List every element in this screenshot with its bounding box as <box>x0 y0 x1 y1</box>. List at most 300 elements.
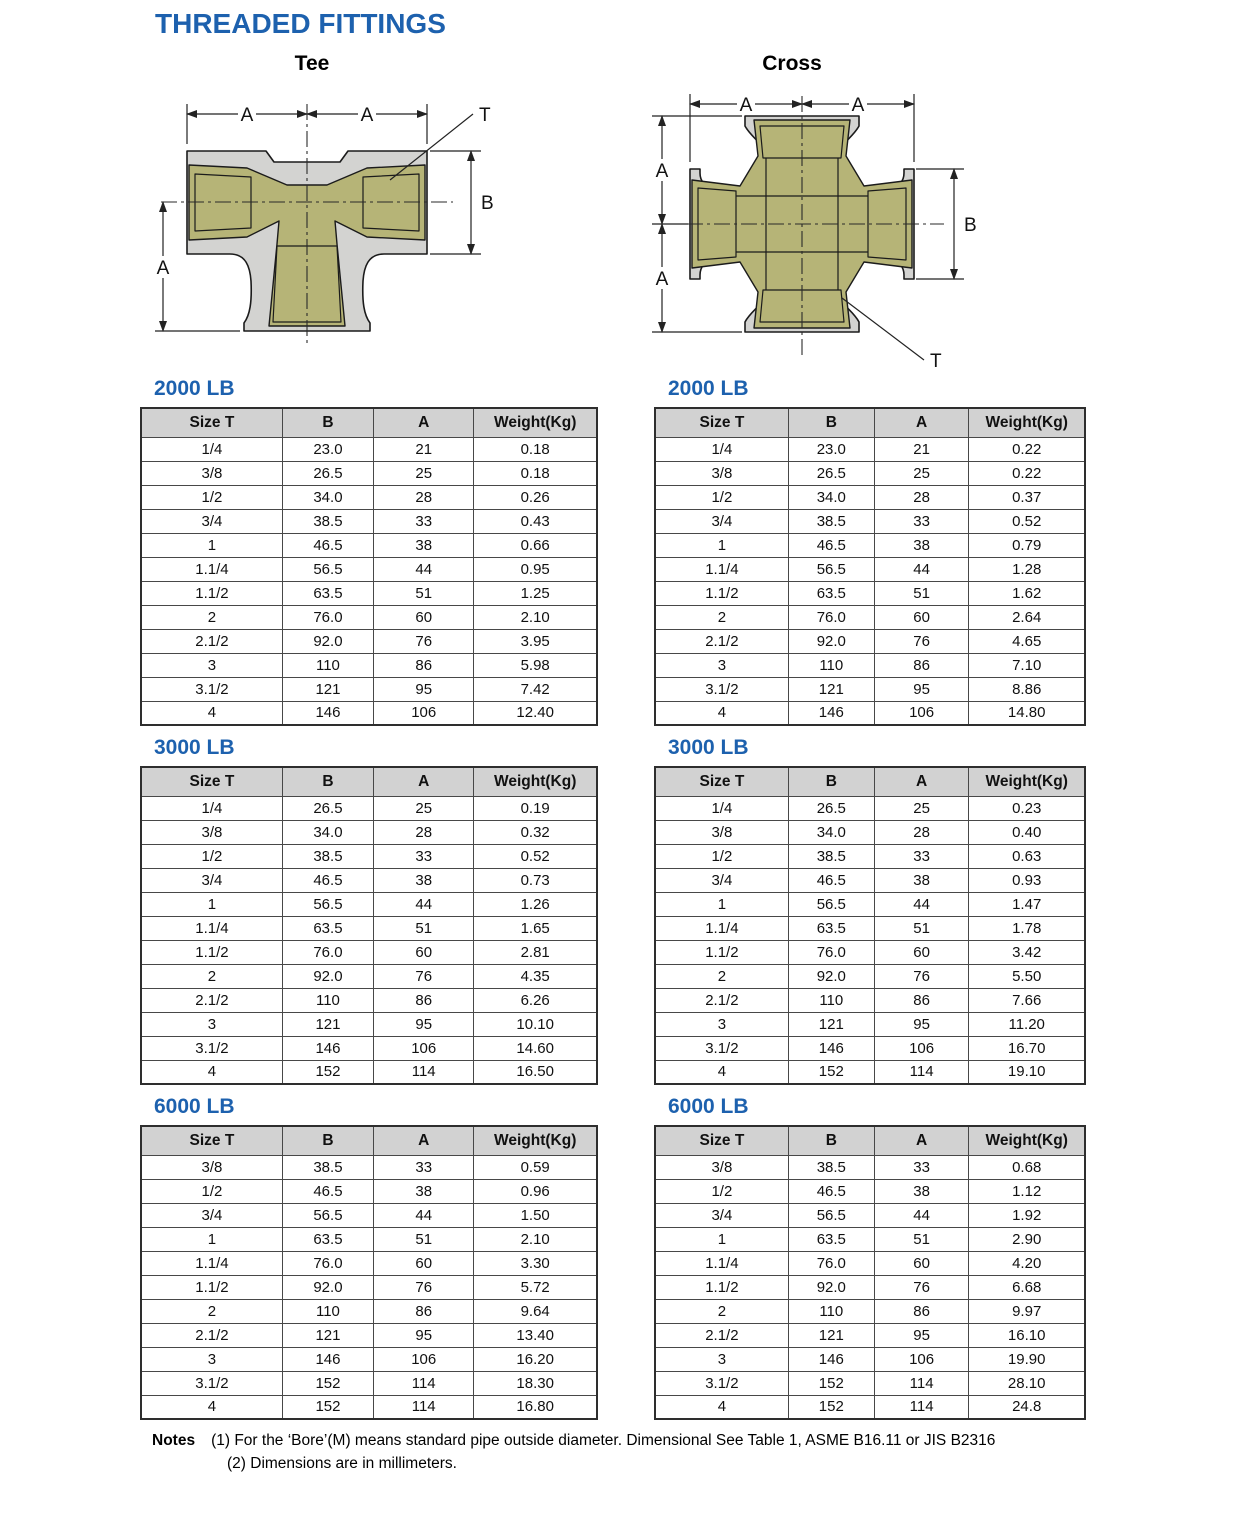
table-cell: 76 <box>874 964 969 988</box>
table-cell: 0.37 <box>969 485 1085 509</box>
table-row <box>655 820 1085 844</box>
tee-dim-b: B <box>481 193 494 214</box>
table-cell: 9.97 <box>969 1299 1085 1323</box>
table-cell: 16.50 <box>474 1060 597 1084</box>
table-cell: 146 <box>282 1347 373 1371</box>
table-cell: 38.5 <box>788 1155 874 1179</box>
table-cell: 1.1/2 <box>655 581 788 605</box>
table-cell: 2 <box>655 1299 788 1323</box>
table-row <box>655 605 1085 629</box>
table-cell: 1 <box>141 892 282 916</box>
table-cell: 38 <box>874 868 969 892</box>
table-cell: 0.63 <box>969 844 1085 868</box>
column-header: A <box>374 767 474 796</box>
table-cell: 2.1/2 <box>655 988 788 1012</box>
table-cell: 60 <box>374 1251 474 1275</box>
table-cell: 23.0 <box>282 437 373 461</box>
table-cell: 3.1/2 <box>141 1036 282 1060</box>
table-cell: 60 <box>374 605 474 629</box>
table-cell: 38 <box>374 868 474 892</box>
table-cell: 1.28 <box>969 557 1085 581</box>
table-row <box>141 1012 597 1036</box>
table-row <box>655 1251 1085 1275</box>
table-cell: 1.50 <box>474 1203 597 1227</box>
table-cell: 106 <box>874 701 969 725</box>
table-cell: 92.0 <box>788 1275 874 1299</box>
cross-6000lb-table <box>654 1125 1086 1420</box>
tee-2000lb-table <box>140 407 598 726</box>
table-cell: 63.5 <box>282 1227 373 1251</box>
table-cell: 1.78 <box>969 916 1085 940</box>
table-row <box>655 557 1085 581</box>
table-cell: 0.68 <box>969 1155 1085 1179</box>
table-cell: 3 <box>141 1012 282 1036</box>
tee-3000lb-table <box>140 766 598 1085</box>
table-row <box>141 1203 597 1227</box>
table-cell: 1 <box>141 533 282 557</box>
table-cell: 51 <box>874 581 969 605</box>
table-cell: 33 <box>874 509 969 533</box>
table-cell: 146 <box>788 701 874 725</box>
table-cell: 34.0 <box>282 485 373 509</box>
table-cell: 92.0 <box>788 629 874 653</box>
table-cell: 38.5 <box>282 509 373 533</box>
table-cell: 1/2 <box>141 485 282 509</box>
table-row <box>141 940 597 964</box>
table-cell: 1.62 <box>969 581 1085 605</box>
section-3000lb <box>140 735 1088 1085</box>
table-cell: 110 <box>282 988 373 1012</box>
page-title: THREADED FITTINGS <box>155 8 446 39</box>
table-cell: 1/4 <box>655 796 788 820</box>
table-cell: 4 <box>655 1395 788 1419</box>
table-cell: 33 <box>374 844 474 868</box>
table-cell: 3/4 <box>141 1203 282 1227</box>
table-cell: 25 <box>874 461 969 485</box>
table-row <box>141 701 597 725</box>
column-header: Size T <box>655 767 788 796</box>
table-header-row <box>655 767 1085 796</box>
table-row <box>141 892 597 916</box>
table-cell: 152 <box>282 1371 373 1395</box>
table-cell: 51 <box>374 916 474 940</box>
table-cell: 0.32 <box>474 820 597 844</box>
table-cell: 76.0 <box>282 1251 373 1275</box>
table-cell: 4 <box>141 701 282 725</box>
table-row <box>141 1371 597 1395</box>
cross-caption: Cross <box>762 52 822 75</box>
table-row <box>141 844 597 868</box>
table-cell: 1 <box>655 1227 788 1251</box>
table-cell: 44 <box>874 892 969 916</box>
table-header-row <box>141 767 597 796</box>
table-cell: 1.65 <box>474 916 597 940</box>
cross-2000lb-table <box>654 407 1086 726</box>
table-row <box>141 1036 597 1060</box>
table-cell: 86 <box>874 653 969 677</box>
table-row <box>141 533 597 557</box>
table-cell: 38 <box>874 1179 969 1203</box>
table-cell: 3/8 <box>141 461 282 485</box>
rating-heading-tee-6000: 6000 LB <box>154 1095 235 1118</box>
table-row <box>655 1155 1085 1179</box>
table-cell: 12.40 <box>474 701 597 725</box>
table-row <box>655 988 1085 1012</box>
table-cell: 0.23 <box>969 796 1085 820</box>
table-cell: 76.0 <box>282 605 373 629</box>
section-6000lb <box>140 1094 1088 1420</box>
table-row <box>141 820 597 844</box>
table-cell: 5.72 <box>474 1275 597 1299</box>
table-cell: 146 <box>788 1347 874 1371</box>
table-cell: 106 <box>374 1036 474 1060</box>
table-cell: 152 <box>788 1060 874 1084</box>
column-header: A <box>874 767 969 796</box>
table-cell: 33 <box>874 1155 969 1179</box>
table-cell: 1.1/4 <box>655 916 788 940</box>
table-cell: 26.5 <box>282 796 373 820</box>
table-cell: 1 <box>141 1227 282 1251</box>
table-cell: 86 <box>874 1299 969 1323</box>
cross-dim-a-left-upper: A <box>655 161 669 182</box>
cross-dim-b: B <box>964 215 977 236</box>
table-cell: 33 <box>874 844 969 868</box>
table-cell: 3.30 <box>474 1251 597 1275</box>
table-cell: 13.40 <box>474 1323 597 1347</box>
table-row <box>141 461 597 485</box>
table-row <box>655 509 1085 533</box>
table-row <box>141 964 597 988</box>
column-header: Size T <box>655 408 788 437</box>
table-cell: 0.19 <box>474 796 597 820</box>
column-header: Size T <box>141 1126 282 1155</box>
column-header: A <box>374 1126 474 1155</box>
table-row <box>141 1060 597 1084</box>
table-cell: 56.5 <box>788 1203 874 1227</box>
table-cell: 38.5 <box>788 844 874 868</box>
table-cell: 3.1/2 <box>141 1371 282 1395</box>
table-cell: 0.52 <box>474 844 597 868</box>
table-cell: 23.0 <box>788 437 874 461</box>
table-row <box>141 1179 597 1203</box>
column-header: B <box>282 767 373 796</box>
table-cell: 56.5 <box>282 1203 373 1227</box>
table-cell: 25 <box>374 796 474 820</box>
table-cell: 3.42 <box>969 940 1085 964</box>
tables-area <box>140 376 1088 1475</box>
table-cell: 19.10 <box>969 1060 1085 1084</box>
table-cell: 1 <box>655 892 788 916</box>
table-cell: 76.0 <box>788 1251 874 1275</box>
table-cell: 95 <box>374 1323 474 1347</box>
table-row <box>141 509 597 533</box>
rating-heading-cross-3000: 3000 LB <box>668 736 749 759</box>
table-cell: 92.0 <box>282 629 373 653</box>
table-header-row <box>141 1126 597 1155</box>
table-cell: 1/2 <box>141 1179 282 1203</box>
table-row <box>141 988 597 1012</box>
table-row <box>655 940 1085 964</box>
table-cell: 21 <box>374 437 474 461</box>
table-cell: 121 <box>788 1012 874 1036</box>
table-row <box>141 677 597 701</box>
table-cell: 3.1/2 <box>141 677 282 701</box>
table-row <box>655 701 1085 725</box>
table-cell: 38 <box>374 533 474 557</box>
table-row <box>655 437 1085 461</box>
cross-dim-a-left-lower: A <box>655 269 669 290</box>
column-header: B <box>282 1126 373 1155</box>
table-row <box>655 1323 1085 1347</box>
table-cell: 0.22 <box>969 461 1085 485</box>
rating-heading-cross-2000: 2000 LB <box>668 377 749 400</box>
table-cell: 1/2 <box>655 844 788 868</box>
table-cell: 92.0 <box>282 964 373 988</box>
table-cell: 76 <box>874 1275 969 1299</box>
table-cell: 146 <box>788 1036 874 1060</box>
table-cell: 3/4 <box>655 1203 788 1227</box>
table-cell: 3/8 <box>141 1155 282 1179</box>
column-header: A <box>374 408 474 437</box>
table-cell: 46.5 <box>282 868 373 892</box>
table-cell: 26.5 <box>282 461 373 485</box>
table-cell: 51 <box>874 1227 969 1251</box>
table-cell: 1.1/2 <box>655 1275 788 1299</box>
table-row <box>655 461 1085 485</box>
table-cell: 28 <box>374 485 474 509</box>
table-cell: 14.80 <box>969 701 1085 725</box>
table-cell: 5.98 <box>474 653 597 677</box>
table-cell: 60 <box>874 605 969 629</box>
table-cell: 1/2 <box>141 844 282 868</box>
table-cell: 44 <box>374 892 474 916</box>
table-cell: 110 <box>788 988 874 1012</box>
table-row <box>655 964 1085 988</box>
column-header: Size T <box>141 767 282 796</box>
table-cell: 1.92 <box>969 1203 1085 1227</box>
table-cell: 0.18 <box>474 461 597 485</box>
table-row <box>655 1060 1085 1084</box>
table-cell: 1 <box>655 533 788 557</box>
table-row <box>141 485 597 509</box>
table-cell: 5.50 <box>969 964 1085 988</box>
table-row <box>141 1155 597 1179</box>
table-cell: 34.0 <box>282 820 373 844</box>
table-cell: 106 <box>874 1036 969 1060</box>
cross-diagram <box>602 74 1002 384</box>
table-cell: 76 <box>874 629 969 653</box>
table-row <box>141 916 597 940</box>
table-row <box>141 1251 597 1275</box>
table-cell: 44 <box>874 1203 969 1227</box>
table-row <box>655 1395 1085 1419</box>
table-row <box>655 1347 1085 1371</box>
tee-thread-callout: T <box>479 105 491 126</box>
cross-thread-callout: T <box>930 351 942 372</box>
table-cell: 38.5 <box>788 509 874 533</box>
column-header: Weight(Kg) <box>969 767 1085 796</box>
table-cell: 63.5 <box>282 916 373 940</box>
table-cell: 76.0 <box>788 940 874 964</box>
table-row <box>655 629 1085 653</box>
table-cell: 95 <box>374 1012 474 1036</box>
table-cell: 1.1/4 <box>141 916 282 940</box>
table-cell: 11.20 <box>969 1012 1085 1036</box>
table-cell: 18.30 <box>474 1371 597 1395</box>
column-header: Weight(Kg) <box>969 1126 1085 1155</box>
rating-heading-cross-6000: 6000 LB <box>668 1095 749 1118</box>
table-cell: 95 <box>874 677 969 701</box>
table-row <box>655 868 1085 892</box>
table-cell: 0.93 <box>969 868 1085 892</box>
table-cell: 0.66 <box>474 533 597 557</box>
cross-dim-a-top-right: A <box>851 95 865 116</box>
table-cell: 0.52 <box>969 509 1085 533</box>
table-cell: 3/4 <box>655 509 788 533</box>
table-cell: 121 <box>788 677 874 701</box>
table-row <box>655 1275 1085 1299</box>
table-cell: 2 <box>141 1299 282 1323</box>
table-row <box>141 1347 597 1371</box>
table-cell: 19.90 <box>969 1347 1085 1371</box>
table-row <box>141 653 597 677</box>
column-header: B <box>788 1126 874 1155</box>
column-header: Size T <box>141 408 282 437</box>
table-cell: 2.1/2 <box>655 629 788 653</box>
table-cell: 86 <box>374 988 474 1012</box>
table-cell: 44 <box>374 1203 474 1227</box>
table-cell: 2.10 <box>474 605 597 629</box>
column-header: A <box>874 1126 969 1155</box>
table-row <box>141 1275 597 1299</box>
column-header: Weight(Kg) <box>474 408 597 437</box>
table-cell: 44 <box>874 557 969 581</box>
table-cell: 25 <box>374 461 474 485</box>
column-header: Weight(Kg) <box>474 767 597 796</box>
table-cell: 110 <box>788 653 874 677</box>
table-cell: 3.1/2 <box>655 1036 788 1060</box>
table-cell: 3.1/2 <box>655 1371 788 1395</box>
table-cell: 2.64 <box>969 605 1085 629</box>
table-cell: 4 <box>141 1395 282 1419</box>
table-cell: 95 <box>874 1323 969 1347</box>
table-cell: 3.95 <box>474 629 597 653</box>
table-cell: 1.1/4 <box>655 1251 788 1275</box>
table-row <box>141 605 597 629</box>
table-cell: 6.26 <box>474 988 597 1012</box>
table-cell: 2.1/2 <box>655 1323 788 1347</box>
table-cell: 33 <box>374 1155 474 1179</box>
table-cell: 46.5 <box>788 533 874 557</box>
tee-dim-a-left: A <box>240 105 254 126</box>
table-header-row <box>655 408 1085 437</box>
table-cell: 16.70 <box>969 1036 1085 1060</box>
table-cell: 56.5 <box>282 892 373 916</box>
table-cell: 0.95 <box>474 557 597 581</box>
tee-dim-a-vertical: A <box>156 258 170 279</box>
table-cell: 28.10 <box>969 1371 1085 1395</box>
table-cell: 51 <box>374 581 474 605</box>
table-cell: 2.10 <box>474 1227 597 1251</box>
table-cell: 7.10 <box>969 653 1085 677</box>
table-cell: 1.26 <box>474 892 597 916</box>
table-cell: 3 <box>141 653 282 677</box>
table-cell: 21 <box>874 437 969 461</box>
table-cell: 1/2 <box>655 485 788 509</box>
table-cell: 63.5 <box>788 916 874 940</box>
note-line-1: (1) For the ‘Bore’(M) means standard pipe outside diameter. Dimensional See Table 1, ASME B16.11 or JIS B2316 <box>211 1432 996 1449</box>
table-cell: 152 <box>788 1371 874 1395</box>
table-row <box>141 1395 597 1419</box>
table-cell: 4.20 <box>969 1251 1085 1275</box>
table-cell: 7.42 <box>474 677 597 701</box>
table-cell: 60 <box>874 1251 969 1275</box>
table-cell: 26.5 <box>788 461 874 485</box>
table-cell: 46.5 <box>282 533 373 557</box>
table-cell: 3 <box>655 1012 788 1036</box>
table-cell: 2 <box>141 964 282 988</box>
table-cell: 1.1/2 <box>141 940 282 964</box>
table-cell: 146 <box>282 701 373 725</box>
table-row <box>655 1227 1085 1251</box>
table-row <box>141 629 597 653</box>
table-cell: 24.8 <box>969 1395 1085 1419</box>
table-cell: 51 <box>374 1227 474 1251</box>
table-row <box>655 1012 1085 1036</box>
table-cell: 3/8 <box>655 820 788 844</box>
table-cell: 1.1/2 <box>141 1275 282 1299</box>
table-cell: 1.12 <box>969 1179 1085 1203</box>
table-cell: 38.5 <box>282 1155 373 1179</box>
table-cell: 114 <box>874 1060 969 1084</box>
table-cell: 0.59 <box>474 1155 597 1179</box>
table-cell: 2 <box>141 605 282 629</box>
table-cell: 4 <box>141 1060 282 1084</box>
column-header: Weight(Kg) <box>969 408 1085 437</box>
table-cell: 0.43 <box>474 509 597 533</box>
table-cell: 33 <box>374 509 474 533</box>
table-cell: 3.1/2 <box>655 677 788 701</box>
table-cell: 56.5 <box>788 557 874 581</box>
table-cell: 8.86 <box>969 677 1085 701</box>
table-cell: 110 <box>282 1299 373 1323</box>
tee-caption: Tee <box>294 52 330 75</box>
table-row <box>655 916 1085 940</box>
table-row <box>655 653 1085 677</box>
table-cell: 38 <box>874 533 969 557</box>
table-cell: 7.66 <box>969 988 1085 1012</box>
table-cell: 92.0 <box>282 1275 373 1299</box>
table-cell: 25 <box>874 796 969 820</box>
rating-heading-tee-3000: 3000 LB <box>154 736 235 759</box>
cross-3000lb-table <box>654 766 1086 1085</box>
table-cell: 95 <box>874 1012 969 1036</box>
table-row <box>655 892 1085 916</box>
table-header-row <box>141 408 597 437</box>
table-cell: 106 <box>374 1347 474 1371</box>
column-header: B <box>788 767 874 796</box>
table-cell: 46.5 <box>788 868 874 892</box>
table-cell: 6.68 <box>969 1275 1085 1299</box>
table-cell: 14.60 <box>474 1036 597 1060</box>
table-cell: 3 <box>141 1347 282 1371</box>
table-row <box>655 1371 1085 1395</box>
table-cell: 0.40 <box>969 820 1085 844</box>
table-cell: 60 <box>874 940 969 964</box>
table-cell: 0.18 <box>474 437 597 461</box>
table-cell: 38.5 <box>282 844 373 868</box>
table-cell: 146 <box>282 1036 373 1060</box>
